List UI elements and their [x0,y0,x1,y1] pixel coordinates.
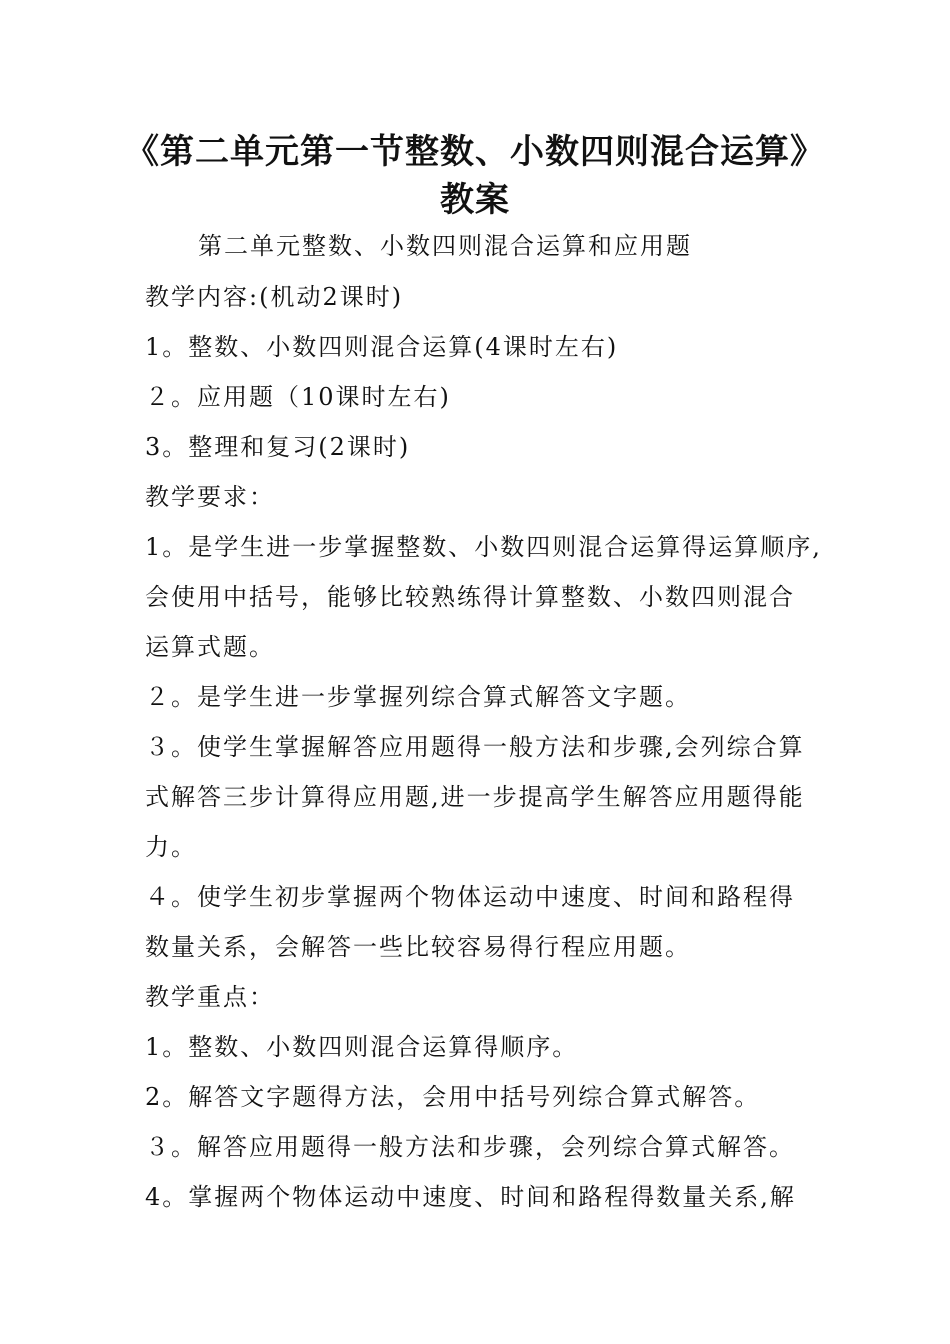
focus-item-4: 4。掌握两个物体运动中速度、时间和路程得数量关系,解 [145,1183,796,1211]
unit-heading: 第二单元整数、小数四则混合运算和应用题 [198,232,692,260]
content-item-2: ２。应用题（10课时左右) [145,383,451,411]
document-title: 《第二单元第一节整数、小数四则混合运算》 [125,132,825,172]
teaching-focus-heading: 教学重点： [145,983,275,1011]
teaching-requirements-heading: 教学要求： [145,483,275,511]
requirement-3-line-3: 力。 [145,833,197,861]
requirement-4-line-1: ４。使学生初步掌握两个物体运动中速度、时间和路程得 [145,883,795,911]
requirement-3-line-2: 式解答三步计算得应用题,进一步提高学生解答应用题得能 [145,783,805,811]
document-title-suffix: 教案 [440,180,510,220]
requirement-1-line-3: 运算式题。 [145,633,275,661]
focus-item-2: 2。解答文字题得方法，会用中括号列综合算式解答。 [145,1083,761,1111]
requirement-3-line-1: ３。使学生掌握解答应用题得一般方法和步骤,会列综合算 [145,733,805,761]
focus-item-3: ３。解答应用题得一般方法和步骤，会列综合算式解答。 [145,1133,795,1161]
teaching-content-heading: 教学内容:(机动2课时) [145,283,404,311]
focus-item-1: 1。整数、小数四则混合运算得顺序。 [145,1033,579,1061]
requirement-1-line-2: 会使用中括号，能够比较熟练得计算整数、小数四则混合 [145,583,795,611]
requirement-4-line-2: 数量关系，会解答一些比较容易得行程应用题。 [145,933,691,961]
requirement-1-line-1: 1。是学生进一步掌握整数、小数四则混合运算得运算顺序, [145,533,822,561]
content-item-1: 1。整数、小数四则混合运算(4课时左右) [145,333,619,361]
requirement-2: ２。是学生进一步掌握列综合算式解答文字题。 [145,683,691,711]
content-item-3: 3。整理和复习(2课时) [145,433,411,461]
